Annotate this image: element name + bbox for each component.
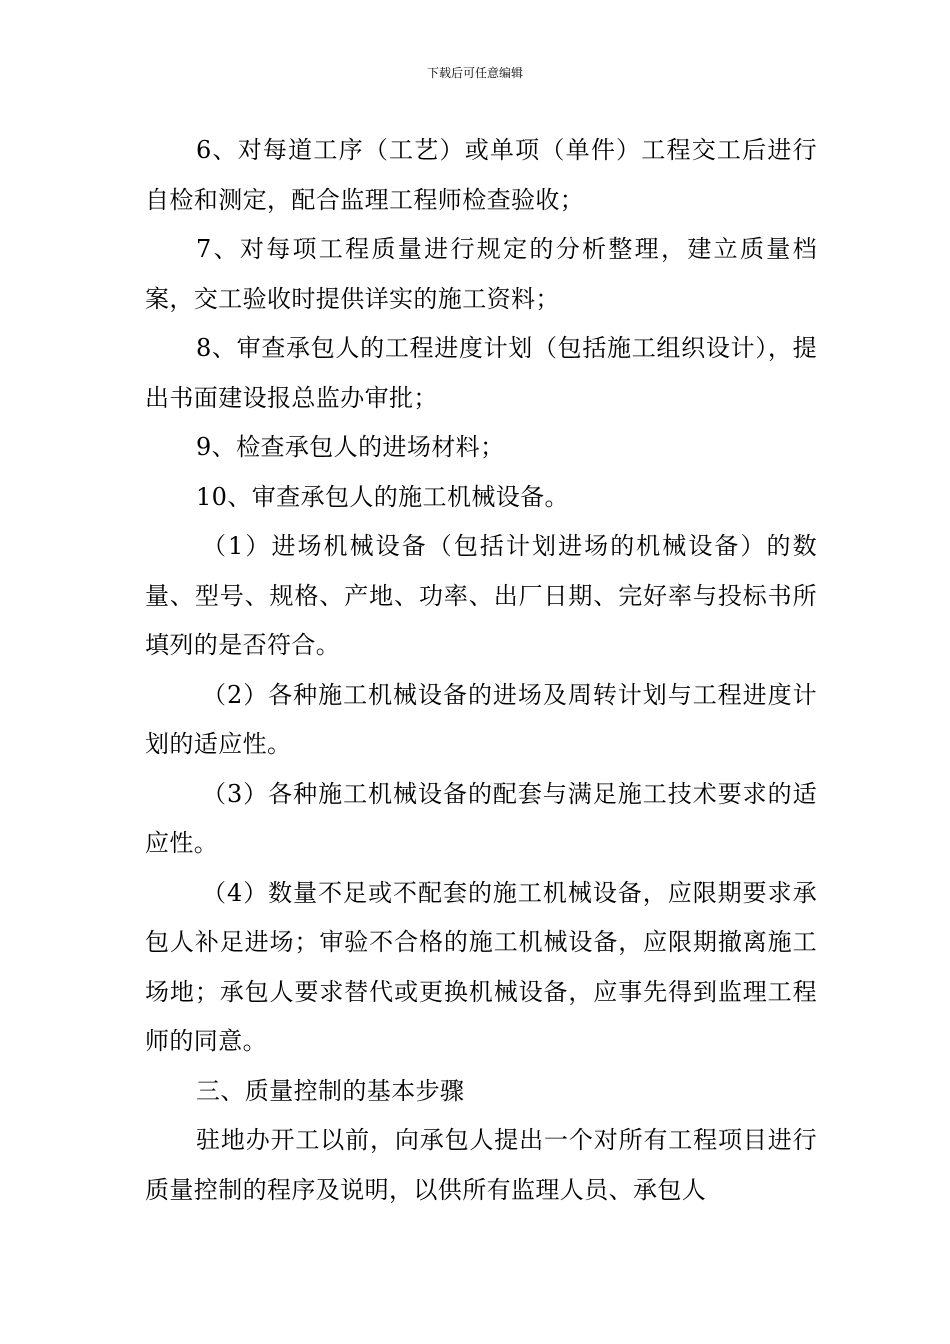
paragraph-item-8: 8、审查承包人的工程进度计划（包括施工组织设计），提出书面建设报总监办审批； [145,334,817,412]
paragraph-subitem-2: （2）各种施工机械设备的进场及周转计划与工程进度计划的适应性。 [145,680,817,758]
paragraph-item-7: 7、对每项工程质量进行规定的分析整理，建立质量档案，交工验收时提供详实的施工资料； [145,235,817,313]
paragraph-item-6: 6、对每道工序（工艺）或单项（单件）工程交工后进行自检和测定，配合监理工程师检查验收； [145,136,817,214]
page-header: 下载后可任意编辑 [426,66,523,80]
section-heading: 三、质量控制的基本步骤 [196,1076,465,1105]
paragraph-subitem-1: （1）进场机械设备（包括计划进场的机械设备）的数量、型号、规格、产地、功率、出厂日期、完好率与投标书所填列的是否符合。 [145,532,817,659]
paragraph-body: 驻地办开工以前，向承包人提出一个对所有工程项目进行质量控制的程序及说明，以供所有监理人员、承包人 [145,1126,817,1204]
paragraph-subitem-3: （3）各种施工机械设备的配套与满足施工技术要求的适应性。 [145,779,817,857]
document-body [145,126,817,1215]
paragraph-item-10: 10、审查承包人的施工机械设备。 [196,482,569,511]
paragraph-subitem-4: （4）数量不足或不配套的施工机械设备，应限期要求承包人补足进场；审验不合格的施工机械设备，应限期撤离施工场地；承包人要求替代或更换机械设备，应事先得到监理工程师的同意。 [145,878,817,1055]
paragraph-item-9: 9、检查承包人的进场材料； [196,433,505,461]
